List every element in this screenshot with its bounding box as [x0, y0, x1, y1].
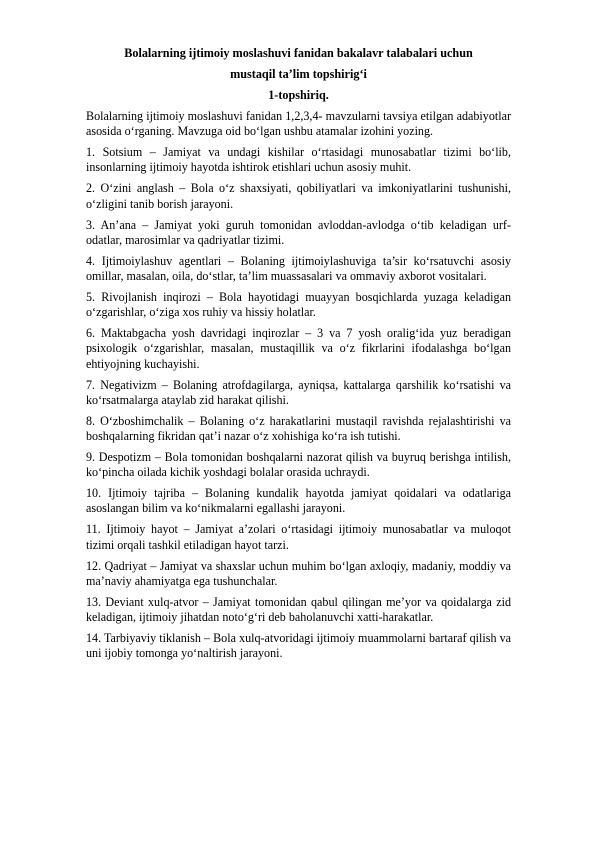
- term-item-5: 5. Rivojlanish inqirozi – Bola hayotidagi muayyan bosqichlarda yuzaga keladigan o‘zgarishlar, o‘ziga xos ruhiy va hissiy holatlar.: [86, 290, 511, 320]
- term-item-6: 6. Maktabgacha yosh davridagi inqirozlar – 3 va 7 yosh oralig‘ida yuz beradigan psixologik o‘zgarishlar, masalan, mustaqillik va o‘z fikrlarini ifodalashga bo‘lgan ehtiyojning kuchayishi.: [86, 326, 511, 371]
- term-item-12: 12. Qadriyat – Jamiyat va shaxslar uchun muhim bo‘lgan axloqiy, madaniy, moddiy va ma’naviy ahamiyatga ega tushunchalar.: [86, 558, 511, 588]
- term-item-1: 1. Sotsium – Jamiyat va undagi kishilar o‘rtasidagi munosabatlar tizimi bo‘lib, insonlarning ijtimoiy hayotda ishtirok etishlari uchun asosiy muhit.: [86, 145, 511, 175]
- term-item-7: 7. Negativizm – Bolaning atrofdagilarga, ayniqsa, kattalarga qarshilik ko‘rsatishi va ko‘rsatmalarga ataylab zid harakat qilishi.: [86, 377, 511, 407]
- term-item-2: 2. O‘zini anglash – Bola o‘z shaxsiyati, qobiliyatlari va imkoniyatlarini tushunishi, o‘zligini tanib borish jarayoni.: [86, 181, 511, 211]
- document-page: [86, 46, 511, 667]
- document-title-line-2: mustaqil ta’lim topshirig‘i: [230, 67, 367, 81]
- term-item-11: 11. Ijtimoiy hayot – Jamiyat a’zolari o‘rtasidagi ijtimoiy munosabatlar va muloqot tizimi orqali tashkil etiladigan hayot tarzi.: [86, 522, 511, 552]
- document-title-line-1: Bolalarning ijtimoiy moslashuvi fanidan bakalavr talabalari uchun: [124, 46, 473, 60]
- intro-paragraph: Bolalarning ijtimoiy moslashuvi fanidan 1,2,3,4- mavzularni tavsiya etilgan adabiyotlar asosida o‘rganing. Mavzuga oid bo‘lgan ushbu atamalar izohini yozing.: [86, 109, 511, 139]
- task-label: 1-topshiriq.: [268, 88, 329, 102]
- term-item-8: 8. O‘zboshimchalik – Bolaning o‘z harakatlarini mustaqil ravishda rejalashtirishi va boshqalarning fikridan qat’i nazar o‘z xohishiga ko‘ra ish tutishi.: [86, 413, 511, 444]
- term-item-9: 9. Despotizm – Bola tomonidan boshqalarni nazorat qilish va buyruq berishga intilish, ko‘pincha oilada kichik yoshdagi bolalar orasida uchraydi.: [86, 450, 511, 480]
- term-item-10: 10. Ijtimoiy tajriba – Bolaning kundalik hayotda jamiyat qoidalari va odatlariga asoslangan bilim va ko‘nikmalarni egallashi jarayoni.: [86, 486, 511, 516]
- term-item-13: 13. Deviant xulq-atvor – Jamiyat tomonidan qabul qilingan me’yor va qoidalarga zid keladigan, ijtimoiy jihatdan noto‘g‘ri deb baholanuvchi xatti-harakatlar.: [86, 594, 511, 625]
- term-item-14: 14. Tarbiyaviy tiklanish – Bola xulq-atvoridagi ijtimoiy muammolarni bartaraf qilish va uni ijobiy tomonga yo‘naltirish jarayoni.: [86, 631, 511, 661]
- term-item-4: 4. Ijtimoiylashuv agentlari – Bolaning ijtimoiylashuviga ta’sir ko‘rsatuvchi asosiy omillar, masalan, oila, do‘stlar, ta’lim muassasalari va ommaviy axborot vositalari.: [86, 253, 511, 284]
- term-item-3: 3. An’ana – Jamiyat yoki guruh tomonidan avloddan-avlodga o‘tib keladigan urf-odatlar, marosimlar va qadriyatlar tizimi.: [86, 217, 511, 247]
